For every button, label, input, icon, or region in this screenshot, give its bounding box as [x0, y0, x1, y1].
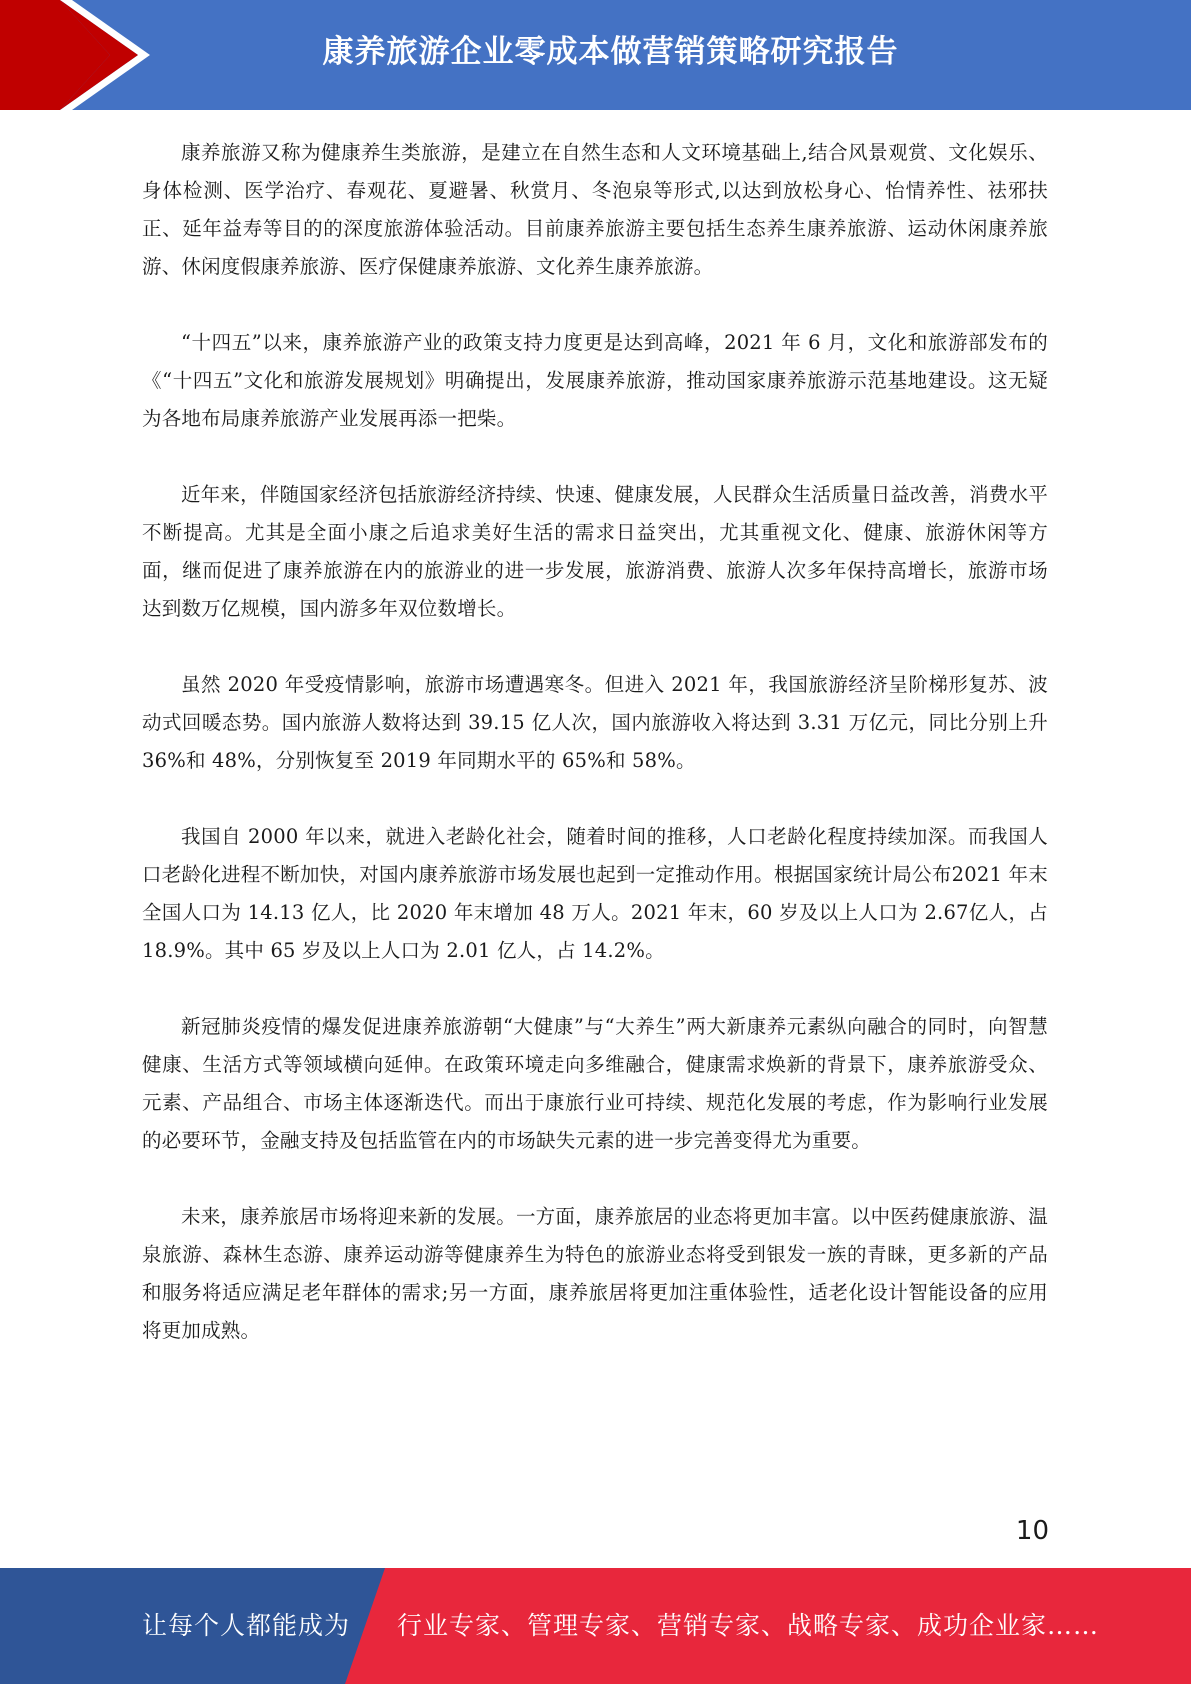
footer-slogan-left: 让每个人都能成为	[142, 1611, 351, 1640]
paragraph: 康养旅游又称为健康养生类旅游，是建立在自然生态和人文环境基础上,结合风景观赏、文化娱乐、身体检测、医学治疗、春观花、夏避暑、秋赏月、冬泡泉等形式,以达到放松身心、怡情养性、祛邪扶正、延年益寿等目的的深度旅游体验活动。目前康养旅游主要包括生态养生康养旅游、运动休闲康养旅游、休闲度假康养旅游、医疗保健康养旅游、文化养生康养旅游。	[142, 141, 1048, 278]
paragraph: “十四五”以来，康养旅游产业的政策支持力度更是达到高峰，2021 年 6 月，文化和旅游部发布的《“十四五”文化和旅游发展规划》明确提出，发展康养旅游，推动国家康养旅游示范基地建设。这无疑为各地布局康养旅游产业发展再添一把柴。	[142, 331, 1048, 430]
report-title: 康养旅游企业零成本做营销策略研究报告	[322, 34, 899, 70]
paragraph: 我国自 2000 年以来，就进入老龄化社会，随着时间的推移，人口老龄化程度持续加深。而我国人口老龄化进程不断加快，对国内康养旅游市场发展也起到一定推动作用。根据国家统计局公布2021 年末全国人口为 14.13 亿人，比 2020 年末增加 48 万人。2021 年末，60 岁及以上人口为 2.67亿人，占 18.9%。其中 65 岁及以上人口为 2.01 亿人，占 14.2%。	[142, 825, 1048, 962]
footer-slogan-right: 行业专家、管理专家、营销专家、战略专家、成功企业家……	[397, 1611, 1100, 1640]
paragraph: 近年来，伴随国家经济包括旅游经济持续、快速、健康发展，人民群众生活质量日益改善，消费水平不断提高。尤其是全面小康之后追求美好生活的需求日益突出，尤其重视文化、健康、旅游休闲等方面，继而促进了康养旅游在内的旅游业的进一步发展，旅游消费、旅游人次多年保持高增长，旅游市场达到数万亿规模，国内游多年双位数增长。	[142, 483, 1048, 620]
paragraph: 未来，康养旅居市场将迎来新的发展。一方面，康养旅居的业态将更加丰富。以中医药健康旅游、温泉旅游、森林生态游、康养运动游等健康养生为特色的旅游业态将受到银发一族的青睐，更多新的产品和服务将适应满足老年群体的需求;另一方面，康养旅居将更加注重体验性，适老化设计智能设备的应用将更加成熟。	[142, 1205, 1048, 1342]
page-header	[0, 0, 1191, 110]
paragraph: 虽然 2020 年受疫情影响，旅游市场遭遇寒冬。但进入 2021 年，我国旅游经济呈阶梯形复苏、波动式回暖态势。国内旅游人数将达到 39.15 亿人次，国内旅游收入将达到 3.31 万亿元，同比分别上升 36%和 48%，分别恢复至 2019 年同期水平的 65%和 58%。	[142, 673, 1048, 772]
report-body	[142, 134, 1048, 1388]
page-number: 10	[1015, 1516, 1049, 1546]
paragraph: 新冠肺炎疫情的爆发促进康养旅游朝“大健康”与“大养生”两大新康养元素纵向融合的同时，向智慧健康、生活方式等领域横向延伸。在政策环境走向多维融合，健康需求焕新的背景下，康养旅游受众、元素、产品组合、市场主体逐渐迭代。而出于康旅行业可持续、规范化发展的考虑，作为影响行业发展的必要环节，金融支持及包括监管在内的市场缺失元素的进一步完善变得尤为重要。	[142, 1015, 1048, 1152]
page-footer	[0, 1568, 1191, 1684]
